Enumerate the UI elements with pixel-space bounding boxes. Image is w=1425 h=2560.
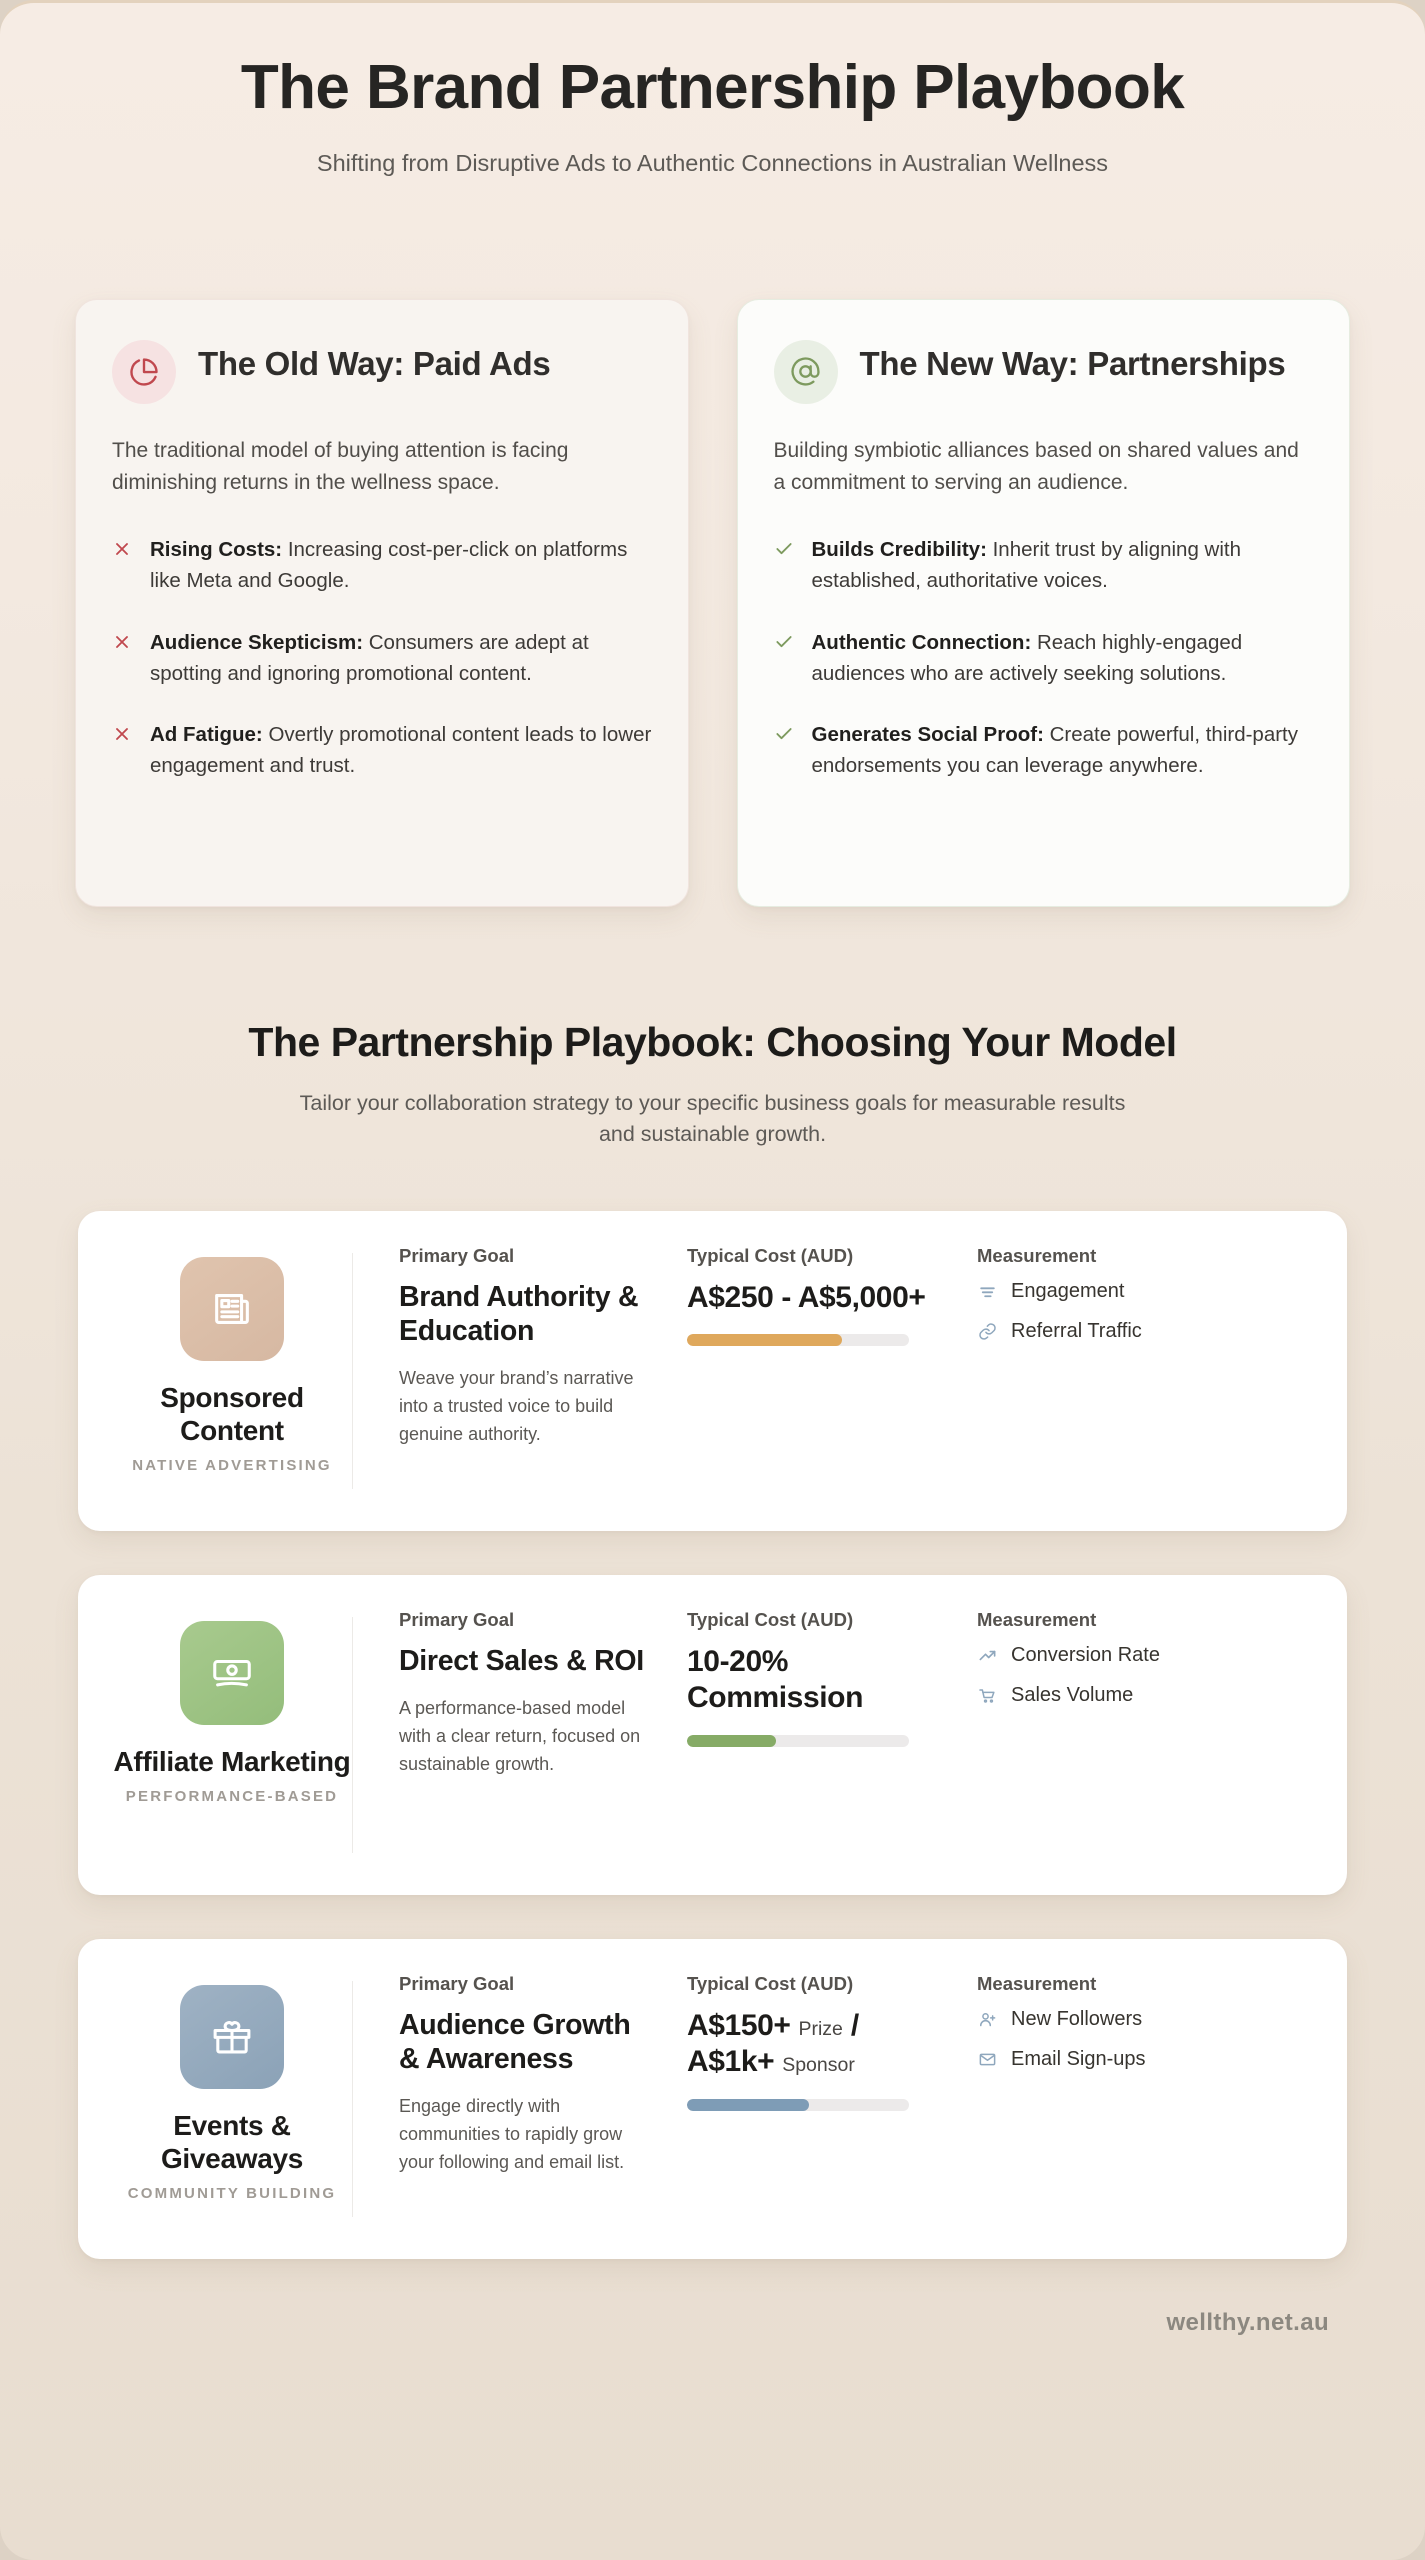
list-item-term: Audience Skepticism: [150, 630, 364, 654]
list-item-term: Builds Credibility: [811, 538, 987, 562]
cart-icon [977, 1685, 998, 1706]
user-plus-icon [977, 2009, 998, 2030]
list-item-text [150, 534, 652, 596]
list-item [977, 1644, 1307, 1667]
measurement-label: Measurement [977, 1608, 1097, 1630]
model-brand [112, 1973, 352, 2204]
model-goal-column [399, 1609, 687, 1779]
list-item-body: Overtly promotional content leads to lower engagement and trust. [150, 722, 652, 777]
cost-label: Typical Cost (AUD) [687, 1608, 854, 1630]
cost-value [687, 2008, 949, 2081]
model-goal-column [399, 1973, 687, 2177]
measurement-label-text: Sales Volume [1011, 1683, 1134, 1706]
at-sign-icon [774, 340, 838, 404]
gift-icon [180, 1985, 284, 2089]
bars-icon [977, 1281, 998, 1302]
list-item-text [150, 627, 652, 689]
list-item [112, 719, 652, 781]
check-icon [774, 724, 794, 744]
measurement-label-text: Conversion Rate [1011, 1643, 1160, 1666]
list-item [977, 1320, 1307, 1343]
trending-up-icon [977, 1645, 998, 1666]
model-cost-column [687, 1245, 977, 1347]
list-item-body: Inherit trust by aligning with established, authoritative voices. [811, 538, 1242, 593]
cost-value: 10-20% Commission [687, 1644, 864, 1715]
goal-heading: Direct Sales & ROI [399, 1644, 644, 1677]
list-item [977, 2008, 1307, 2031]
cost-bar-track [687, 2099, 909, 2111]
model-cost-column [687, 1609, 977, 1747]
cost-qualifier-prize: Prize [798, 2017, 843, 2040]
goal-heading: Brand Authority & Education [399, 1280, 639, 1348]
old-way-title: The Old Way: Paid Ads [198, 344, 551, 382]
check-icon [774, 539, 794, 559]
list-item-text [812, 627, 1314, 689]
model-goal-column [399, 1245, 687, 1449]
model-kicker: NATIVE ADVERTISING [132, 1456, 332, 1474]
cross-icon [112, 724, 132, 744]
list-item-term: Authentic Connection: [811, 630, 1032, 654]
cost-bar-fill [687, 2099, 809, 2111]
list-item-term: Rising Costs: [150, 538, 283, 562]
section-subtitle: Tailor your collaboration strategy to your specific business goals for measurable results and sustainable growth. [299, 1090, 1126, 1147]
goal-label: Primary Goal [399, 1972, 515, 1994]
cost-value-prize: A$150+ [687, 2008, 791, 2042]
model-name: Sponsored Content [160, 1381, 304, 1446]
mail-icon [977, 2049, 998, 2070]
link-icon [977, 1321, 998, 1342]
model-measurement-column [977, 1609, 1307, 1724]
list-item-body: Create powerful, third-party endorsements you can leverage anywhere. [811, 722, 1298, 777]
footer-site: wellthy.net.au [1166, 2308, 1329, 2336]
measurement-label-text: New Followers [1011, 2007, 1143, 2030]
model-kicker: COMMUNITY BUILDING [127, 2184, 337, 2202]
cost-bar-fill [687, 1334, 842, 1346]
new-way-card [737, 299, 1351, 907]
cost-bar-fill [687, 1735, 776, 1747]
comparison-section [0, 299, 1425, 907]
newspaper-icon [180, 1257, 284, 1361]
measurement-label: Measurement [977, 1244, 1097, 1266]
page-subtitle: Shifting from Disruptive Ads to Authentic Connections in Australian Wellness [316, 150, 1109, 177]
cost-value: A$250 - A$5,000+ [687, 1280, 926, 1314]
model-brand [112, 1245, 352, 1476]
model-measurement-column [977, 1973, 1307, 2088]
cost-qualifier-sponsor: Sponsor [782, 2054, 855, 2077]
list-item [977, 2048, 1307, 2071]
list-item [977, 1684, 1307, 1707]
list-item-body: Consumers are adept at spotting and ignoring promotional content. [150, 630, 589, 685]
cost-bar-track [687, 1334, 909, 1346]
goal-description: Engage directly with communities to rapidly grow your following and email list. [399, 2096, 625, 2173]
model-name: Affiliate Marketing [113, 1745, 351, 1777]
cost-value-sponsor: A$1k+ [687, 2045, 775, 2079]
list-item-text [812, 719, 1314, 781]
old-way-list [112, 534, 652, 781]
new-way-title: The New Way: Partnerships [859, 344, 1286, 382]
measurement-label-text: Referral Traffic [1011, 1319, 1142, 1342]
new-way-list [774, 534, 1314, 781]
model-cost-column [687, 1973, 977, 2111]
old-way-header [112, 340, 652, 404]
goal-label: Primary Goal [399, 1244, 515, 1266]
model-kicker: PERFORMANCE-BASED [125, 1787, 339, 1805]
cross-icon [112, 632, 132, 652]
list-item [112, 534, 652, 596]
list-item [977, 1280, 1307, 1303]
measurement-label: Measurement [977, 1972, 1097, 1994]
model-card-affiliate-marketing [78, 1575, 1347, 1895]
model-measurement-column [977, 1245, 1307, 1360]
list-item [774, 627, 1314, 689]
pie-chart-icon [112, 340, 176, 404]
list-item-term: Ad Fatigue: [150, 722, 263, 746]
list-item-body: Reach highly-engaged audiences who are actively seeking solutions. [811, 630, 1243, 685]
measurement-label-text: Engagement [1011, 1279, 1125, 1302]
list-item-term: Generates Social Proof: [811, 722, 1044, 746]
new-way-lede: Building symbiotic alliances based on shared values and a commitment to serving an audience. [773, 438, 1299, 495]
page-title: The Brand Partnership Playbook [240, 53, 1185, 122]
old-way-lede: The traditional model of buying attention is facing diminishing returns in the wellness space. [112, 438, 569, 495]
column-divider [352, 1981, 353, 2217]
measurement-list [977, 1644, 1307, 1707]
cross-icon [112, 539, 132, 559]
model-card-sponsored-content [78, 1211, 1347, 1531]
list-item-text [812, 534, 1314, 596]
hero-section [0, 3, 1425, 181]
list-item [774, 534, 1314, 596]
model-cards [0, 1211, 1425, 2259]
measurement-label-text: Email Sign-ups [1011, 2047, 1146, 2070]
column-divider [352, 1617, 353, 1853]
cost-bar-track [687, 1735, 909, 1747]
old-way-card [75, 299, 689, 907]
measurement-list [977, 2008, 1307, 2071]
model-name: Events & Giveaways [160, 2109, 304, 2174]
model-brand [112, 1609, 352, 1807]
measurement-list [977, 1280, 1307, 1343]
list-item [112, 627, 652, 689]
section-title: The Partnership Playbook: Choosing Your Model [248, 1018, 1177, 1065]
playbook-section-header [0, 1019, 1425, 1151]
goal-description: Weave your brand’s narrative into a trusted voice to build genuine authority. [399, 1368, 634, 1445]
cost-separator: / [850, 2008, 859, 2042]
goal-description: A performance-based model with a clear return, focused on sustainable growth. [399, 1698, 641, 1774]
cost-label: Typical Cost (AUD) [687, 1972, 854, 1994]
column-divider [352, 1253, 353, 1489]
list-item-body: Increasing cost-per-click on platforms like Meta and Google. [150, 538, 628, 593]
list-item-text [150, 719, 652, 781]
model-card-events-giveaways [78, 1939, 1347, 2259]
cost-label: Typical Cost (AUD) [687, 1244, 854, 1266]
banknote-icon [180, 1621, 284, 1725]
new-way-header [774, 340, 1314, 404]
check-icon [774, 632, 794, 652]
goal-label: Primary Goal [399, 1608, 515, 1630]
list-item [774, 719, 1314, 781]
goal-heading: Audience Growth & Awareness [399, 2008, 631, 2076]
